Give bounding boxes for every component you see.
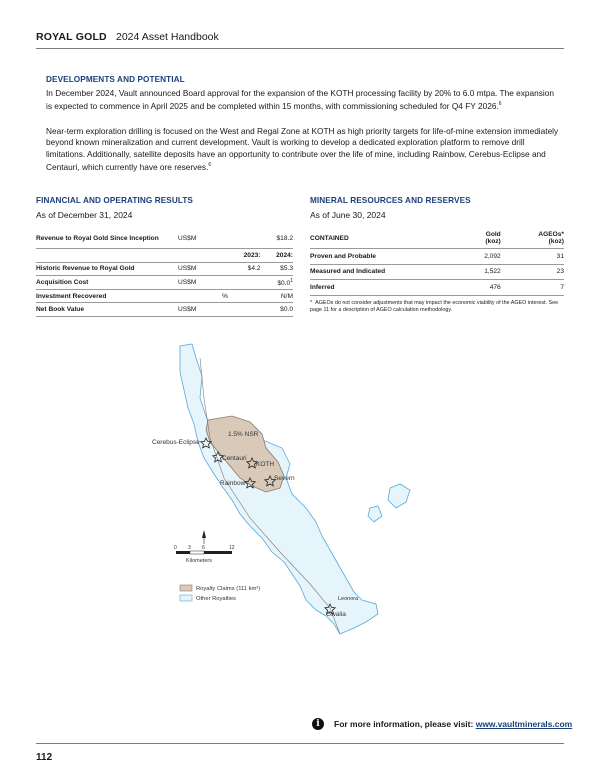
developments-paragraph-2: Near-term exploration drilling is focused on the West and Regal Zone at KOTH as high priority targets for life-of-mine extension immediately beyond known mineralization and current development. Vault is working to develop a dedicated exploration platform to remove drill limitations. Additionally, satellite deposits have an opportunity to contribute over the life of mine, including Rainbow, Cerebus-Eclipse and Centauri, which currently have ore reserves.$^6$ — [46, 126, 559, 172]
brand-name: ROYAL GOLD — [36, 31, 107, 43]
ageo-value: 23 — [501, 264, 564, 280]
place-centauri: Centauri — [222, 455, 247, 462]
footer-divider — [36, 743, 564, 744]
table-row — [310, 264, 564, 280]
gold-value: 2,092 — [460, 249, 501, 265]
row-label: Acquisition Cost — [36, 276, 178, 290]
row-value-2023 — [228, 228, 261, 249]
table-row — [36, 262, 293, 276]
legend-swatch-royalty-claims — [180, 585, 192, 591]
row-label: Revenue to Royal Gold Since Inception — [36, 228, 178, 249]
row-label: Proven and Probable — [310, 249, 460, 265]
info-icon: i — [312, 718, 324, 730]
developments-paragraph-1: In December 2024, Vault announced Board approval for the expansion of the KOTH processing facility by 20% to 6.0 mtpa. The expansion is expected to commence in April 2025 and be completed within 15 months, with commissioning scheduled for Q4 FY 2026.$^6$ — [46, 88, 554, 112]
place-gwalia: Gwalia — [326, 611, 346, 618]
other-royalties-area — [388, 484, 410, 508]
table-row — [310, 280, 564, 296]
row-value-2023 — [228, 276, 261, 290]
nsr-label: 1.5% NSR — [228, 431, 259, 438]
table-header-row — [310, 228, 564, 249]
scale-unit: Kilometers — [186, 558, 212, 564]
legend-other-royalties: Other Royalties — [196, 596, 236, 602]
row-value-2023: $4.2 — [228, 262, 261, 276]
place-leonora: Leonora — [338, 596, 359, 602]
mineral-as-of: As of June 30, 2024 — [310, 210, 386, 220]
other-royalties-area — [368, 506, 382, 522]
table-row — [36, 276, 293, 290]
gold-value: 476 — [460, 280, 501, 296]
gold-header: Gold (koz) — [460, 228, 501, 249]
row-unit — [178, 249, 228, 263]
row-label: Inferred — [310, 280, 460, 296]
table-row — [36, 289, 293, 303]
place-rainbow: Rainbow — [220, 480, 246, 487]
royalty-map — [140, 338, 440, 638]
legend-royalty-claims: Royalty Claims (111 km²) — [196, 586, 261, 592]
row-value-2024: $5.3 — [261, 262, 294, 276]
year-header-2023: 2023: — [228, 249, 261, 263]
financial-table — [36, 228, 293, 317]
row-unit: US$M — [178, 228, 228, 249]
scale-bar — [174, 545, 235, 564]
row-value: $18.2 — [261, 228, 294, 249]
row-label: Net Book Value — [36, 303, 178, 317]
legend-swatch-other-royalties — [180, 595, 192, 601]
row-label: Historic Revenue to Royal Gold — [36, 262, 178, 276]
row-label: Investment Recovered — [36, 289, 178, 303]
financial-title: FINANCIAL AND OPERATING RESULTS — [36, 196, 193, 205]
financial-as-of: As of December 31, 2024 — [36, 210, 133, 220]
row-value-2023 — [228, 303, 261, 317]
table-row — [310, 249, 564, 265]
row-label — [36, 249, 178, 263]
row-unit: % — [178, 289, 228, 303]
ageo-value: 31 — [501, 249, 564, 265]
ageo-value: 7 — [501, 280, 564, 296]
scale-tick: 6 — [202, 545, 205, 551]
page-number: 112 — [36, 752, 53, 763]
row-unit: US$M — [178, 262, 228, 276]
more-info-text: For more information, please visit: www.vaultminerals.com — [334, 719, 573, 729]
table-row — [36, 249, 293, 263]
gold-value: 1,522 — [460, 264, 501, 280]
map-legend — [180, 585, 260, 602]
document-title: 2024 Asset Handbook — [116, 31, 219, 43]
scale-tick: 3 — [188, 545, 191, 551]
row-unit: US$M — [178, 276, 228, 290]
scale-tick: 12 — [229, 545, 235, 551]
row-value: $0.0 — [261, 303, 294, 317]
table-row — [36, 303, 293, 317]
place-cerebus-eclipse: Cerebus-Eclipse — [152, 439, 200, 446]
place-severn: Severn — [274, 475, 295, 482]
contained-header: CONTAINED — [310, 228, 460, 249]
ageo-header: AGEOs* (koz) — [501, 228, 564, 249]
header-divider — [36, 48, 564, 49]
row-value: $\$0.0^1$ — [261, 276, 294, 290]
row-value-2023 — [228, 289, 261, 303]
vault-minerals-link[interactable]: www.vaultminerals.com — [475, 719, 573, 729]
mineral-table — [310, 228, 564, 296]
place-koth: KOTH — [256, 461, 275, 468]
developments-title: DEVELOPMENTS AND POTENTIAL — [46, 75, 185, 84]
north-arrow-icon — [202, 530, 206, 538]
row-label: Measured and Indicated — [310, 264, 460, 280]
year-header-2024: 2024: — [261, 249, 294, 263]
table-row — [36, 228, 293, 249]
ageo-footnote: * AGEOs do not consider adjustments that may impact the economic viability of the AGEO interest. See page 11 for a description of AGEO calculation methodology. — [310, 300, 559, 313]
scale-tick: 0 — [174, 545, 177, 551]
mineral-title: MINERAL RESOURCES AND RESERVES — [310, 196, 471, 205]
row-unit: US$M — [178, 303, 228, 317]
row-value: N/M — [261, 289, 294, 303]
